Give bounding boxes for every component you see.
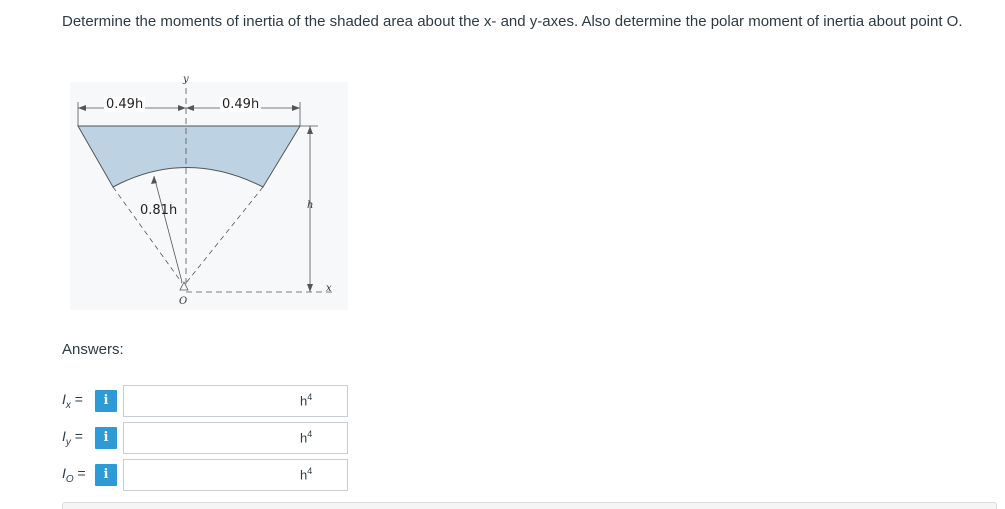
origin-label: O bbox=[179, 296, 188, 307]
answer-row-io bbox=[62, 459, 462, 491]
iy-label: $I_y$ = bbox=[62, 428, 83, 448]
question-text: Determine the moments of inertia of the shaded area about the x- and y-axes. Also determine the polar moment of inertia about point O. bbox=[62, 13, 963, 30]
dim-right-label: 0.49h bbox=[222, 97, 260, 112]
io-info-button[interactable]: i bbox=[95, 464, 117, 486]
x-axis-label: x bbox=[326, 283, 332, 294]
answer-row-iy bbox=[62, 422, 462, 454]
answers-heading: Answers: bbox=[62, 341, 124, 358]
io-label: $I_O$ = bbox=[62, 465, 86, 485]
ix-info-button[interactable]: i bbox=[95, 390, 117, 412]
ix-input[interactable] bbox=[123, 385, 348, 417]
height-label: h bbox=[307, 200, 314, 211]
io-unit: $h^4$ bbox=[300, 466, 313, 483]
figure bbox=[62, 70, 352, 315]
io-input[interactable] bbox=[123, 459, 348, 491]
ix-label: $I_x$ = bbox=[62, 391, 83, 411]
next-section-edge bbox=[62, 502, 997, 509]
iy-info-button[interactable]: i bbox=[95, 427, 117, 449]
dim-left-label: 0.49h bbox=[106, 97, 144, 112]
figure-background bbox=[70, 82, 348, 310]
y-axis-label: y bbox=[183, 74, 189, 85]
iy-input[interactable] bbox=[123, 422, 348, 454]
ix-unit: $h^4$ bbox=[300, 392, 313, 409]
answer-row-ix bbox=[62, 385, 462, 417]
dim-radius-label: 0.81h bbox=[140, 203, 178, 218]
iy-unit: $h^4$ bbox=[300, 429, 313, 446]
